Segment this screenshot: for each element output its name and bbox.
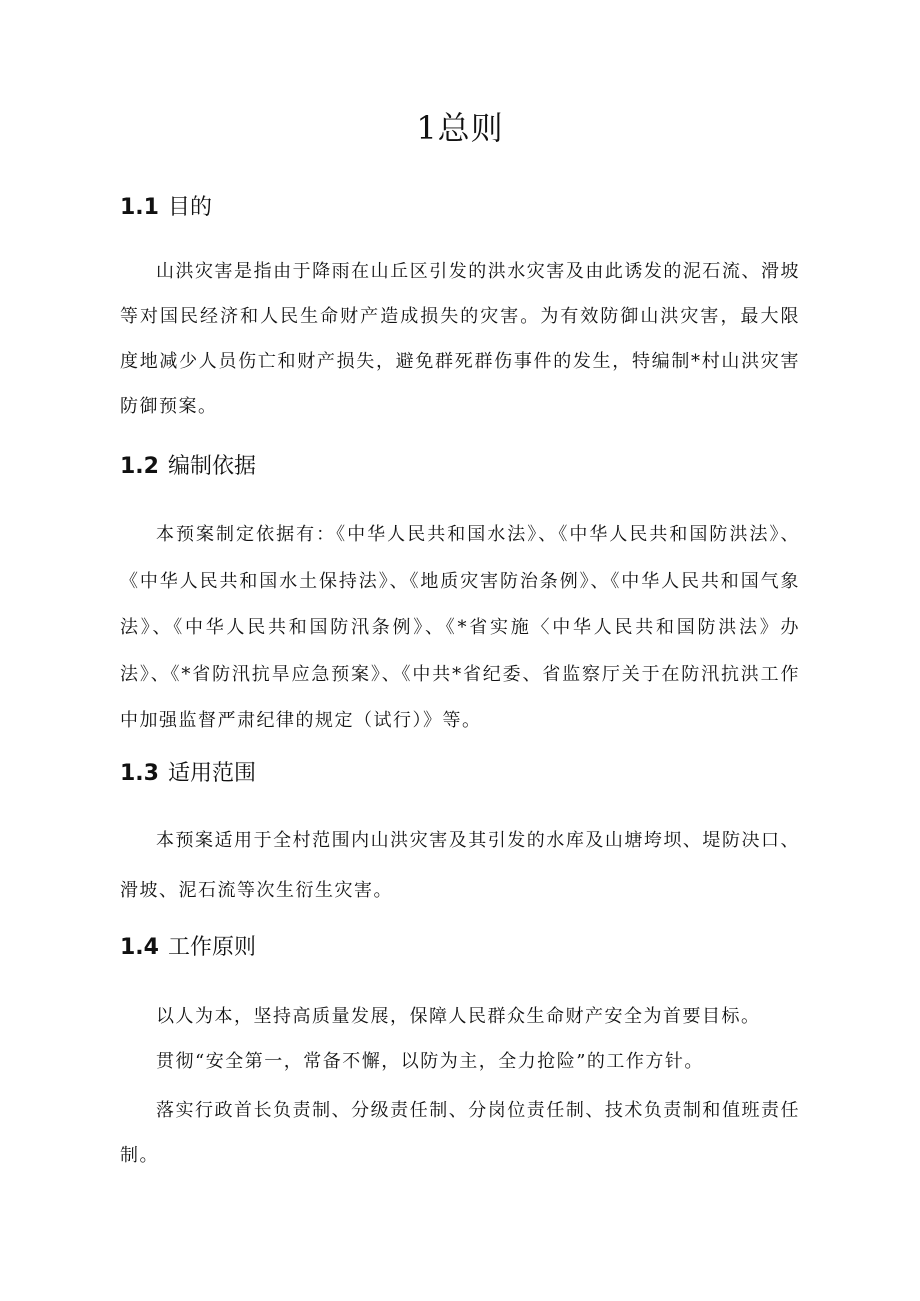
section-number: 1.1 (120, 195, 159, 220)
section-title: 适用范围 (168, 761, 257, 786)
section-number: 1.3 (120, 761, 159, 786)
paragraph-basis: 本预案制定依据有：《中华人民共和国水法》、《中华人民共和国防洪法》、《中华人民共和国水土保持法》、《地质灾害防治条例》、《中华人民共和国气象法》、《中华人民共和国防汛条例》、《*省实施〈中华人民共和国防洪法》办法》、《*省防汛抗旱应急预案》、《中共*省纪委、省监察厅关于在防汛抗洪工作中加强监督严肃纪律的规定（试行）》等。 (120, 524, 800, 731)
section-heading-1-2 (120, 451, 256, 483)
section-number: 1.2 (120, 454, 159, 479)
section-heading-1-3 (120, 758, 256, 790)
paragraph-principle-people: 以人为本，坚持高质量发展，保障人民群众生命财产安全为首要目标。 (156, 1006, 761, 1027)
paragraph-purpose: 山洪灾害是指由于降雨在山丘区引发的洪水灾害及由此诱发的泥石流、滑坡等对国民经济和人民生命财产造成损失的灾害。为有效防御山洪灾害，最大限度地减少人员伤亡和财产损失，避免群死群伤事件的发生，特编制*村山洪灾害防御预案。 (120, 261, 800, 417)
section-heading-1-4 (120, 932, 256, 964)
paragraph-scope: 本预案适用于全村范围内山洪灾害及其引发的水库及山塘垮坝、堤防决口、滑坡、泥石流等次生衍生灾害。 (120, 830, 800, 901)
paragraph-principle-policy: 贯彻“安全第一，常备不懈，以防为主，全力抢险”的工作方针。 (156, 1051, 704, 1072)
chapter-title: 1总则 (416, 109, 504, 147)
section-heading-1-1 (120, 192, 212, 224)
section-title: 编制依据 (168, 454, 257, 479)
section-number: 1.4 (120, 935, 159, 960)
paragraph-principle-responsibility: 落实行政首长负责制、分级责任制、分岗位责任制、技术负责制和值班责任制。 (120, 1100, 800, 1166)
section-title: 工作原则 (168, 935, 257, 960)
section-title: 目的 (168, 195, 213, 220)
